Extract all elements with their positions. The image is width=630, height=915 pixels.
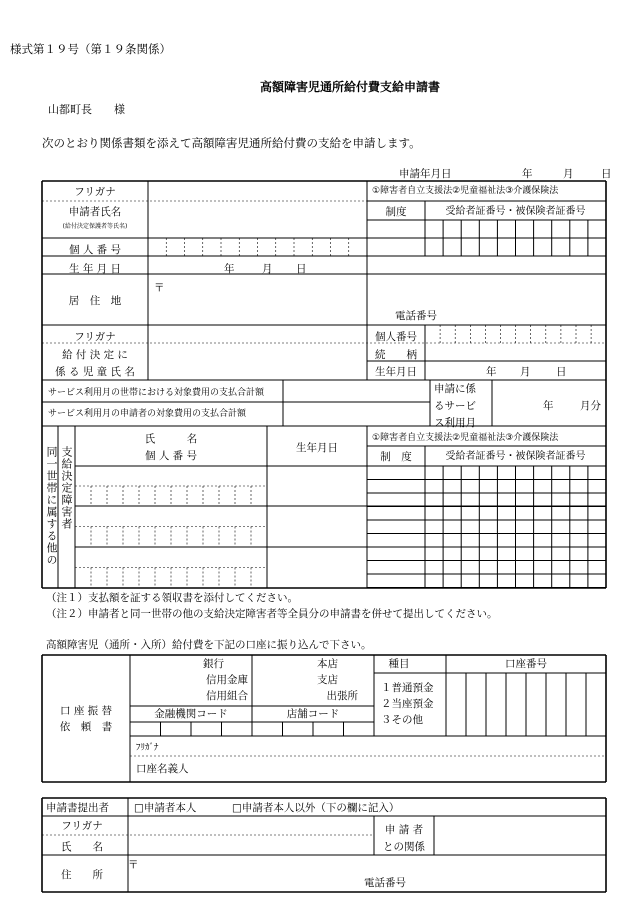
applicant-law-options: ①障害者自立支援法②児童福祉法③介護保険法 (372, 186, 559, 196)
applicant-postal-mark: 〒 (154, 282, 165, 294)
applicant-id-label: 個 人 番 号 (68, 244, 121, 256)
account-number-label: 口座番号 (505, 658, 547, 670)
household-id-label: 個 人 番 号 (144, 450, 197, 462)
applicant-total-label: サービス利用月の申請者の対象費用の支払合計額 (48, 409, 247, 419)
service-month-label-3: ス利用月 (434, 417, 476, 429)
holder-label: 口座名義人 (136, 763, 189, 775)
child-label-2: 係 る 児 童 氏 名 (55, 366, 135, 378)
household-recipient-no-label: 受給者証番号・被保険者証番号 (445, 451, 586, 462)
submitter-address-label: 住 所 (61, 869, 103, 881)
branch-code-label: 店舗コード (286, 708, 340, 720)
applicant-name-note: (給付決定保護者等氏名) (62, 223, 128, 230)
submitter-name-label: 氏 名 (61, 841, 103, 853)
account-type-1: １普通預金 (381, 682, 434, 694)
applicant-name-label: 申請者氏名 (68, 206, 122, 218)
submitter-postal-mark: 〒 (128, 859, 139, 871)
applicant-birth-year: 年 (224, 263, 235, 275)
date-year: 年 (522, 168, 533, 180)
intro-text: 次のとおり関係書類を添えて高額障害児通所給付費の支給を申請します。 (42, 136, 421, 150)
date-month: 月 (563, 168, 574, 180)
bank-type-kumiai: 信用組合 (206, 690, 248, 702)
branch-type-honten: 本店 (317, 658, 338, 670)
service-month-label-2: るサービ (434, 400, 476, 412)
bank-type-shinkin: 信用金庫 (206, 674, 248, 686)
bank-type-bank: 銀行 (203, 658, 224, 670)
applicant-birth-month: 月 (262, 263, 273, 275)
applicant-birth-day: 日 (296, 263, 307, 275)
branch-type-shiten: 支店 (317, 674, 338, 686)
form-number: 様式第１９号（第１９条関係） (10, 42, 171, 56)
addressee: 山都町長 様 (48, 103, 125, 116)
child-label-1: 給 付 決 定 に (62, 349, 128, 361)
branch-type-shucchosho: 出張所 (326, 690, 358, 702)
child-birth-year: 年 (486, 366, 497, 378)
applicant-system-label: 制度 (385, 206, 407, 218)
service-month-year: 年 (543, 400, 554, 412)
household-law-options: ①障害者自立支援法②児童福祉法③介護保険法 (372, 433, 559, 443)
submitter-self-checkbox[interactable]: □申請者本人 (134, 802, 197, 814)
applicant-recipient-no-label: 受給者証番号・被保険者証番号 (445, 206, 586, 217)
date-label: 申請年月日 (399, 168, 452, 180)
submitter-furigana-label: フリガナ (61, 820, 103, 832)
page-title: 高額障害児通所給付費支給申請書 (259, 80, 440, 94)
applicant-furigana-label: フリガナ (74, 186, 116, 198)
household-name-label: 氏 名 (144, 433, 198, 445)
child-birth-label: 生年月日 (375, 366, 417, 378)
submitter-phone-label: 電話番号 (364, 877, 406, 889)
bank-label-2: 依 頼 書 (59, 721, 113, 733)
child-birth-month: 月 (520, 366, 531, 378)
submitter-other-checkbox[interactable]: □申請者本人以外（下の欄に記入） (232, 802, 400, 814)
applicant-phone-label: 電話番号 (395, 310, 437, 322)
submitter-relation-label-2: との関係 (383, 841, 425, 853)
child-furigana-label: フリガナ (74, 331, 116, 343)
applicant-birth-label: 生 年 月 日 (68, 263, 121, 275)
account-type-2: ２当座預金 (381, 698, 434, 710)
household-system-label: 制 度 (380, 451, 412, 463)
date-day: 日 (601, 168, 612, 180)
child-birth-day: 日 (556, 366, 567, 378)
household-birth-label: 生年月日 (296, 442, 338, 454)
account-type-3: ３その他 (381, 714, 423, 726)
household-side-label-1: 同一世帯に属する他の (45, 446, 58, 566)
child-id-label: 個人番号 (375, 331, 417, 343)
account-type-label: 種目 (388, 658, 410, 670)
holder-furigana-label: ﾌﾘｶﾞﾅ (136, 743, 159, 753)
bank-label-1: 口 座 振 替 (59, 705, 112, 717)
household-side-label-2: 支給決定障害者 (60, 446, 73, 530)
submitter-relation-label-1: 申 請 者 (384, 824, 424, 836)
service-month-month: 月分 (580, 400, 601, 412)
child-relation-label: 続 柄 (375, 349, 417, 361)
service-month-label-1: 申請に係 (434, 383, 476, 395)
note-2: （注２）申請者と同一世帯の他の支給決定障害者等全員分の申請書を併せて提出してください。 (46, 608, 498, 620)
household-total-label: サービス利用月の世帯における対象費用の支払合計額 (48, 388, 265, 398)
bank-code-label: 金融機関コード (154, 708, 228, 720)
note-1: （注１）支払額を証する領収書を添付してください。 (46, 592, 298, 604)
submitter-label: 申請書提出者 (46, 802, 109, 814)
bank-intro: 高額障害児（通所・入所）給付費を下記の口座に振り込んで下さい。 (46, 639, 372, 651)
applicant-address-label: 居 住 地 (68, 295, 122, 307)
